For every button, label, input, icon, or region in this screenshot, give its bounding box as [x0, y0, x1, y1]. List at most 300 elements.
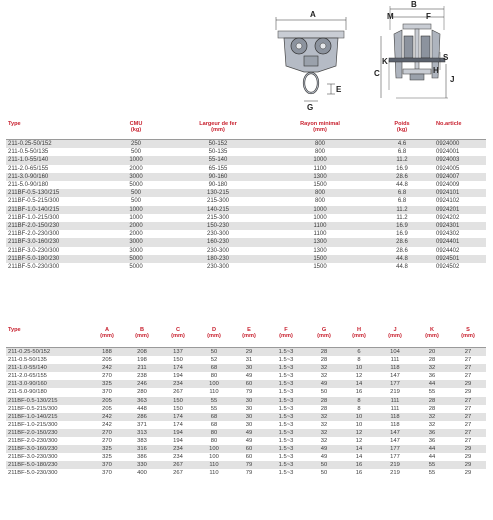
cell-type: 211-5.0-90/180 — [6, 388, 90, 396]
cell-article-number: 0924000 — [434, 140, 486, 148]
cell-type: 211BF-3.0-230/300 — [6, 453, 90, 461]
cell-dimension-k: 44 — [414, 453, 450, 461]
cell-cmu: 5000 — [106, 263, 166, 271]
table-row — [6, 372, 486, 380]
cell-dimension-f: 1.5~3 — [266, 437, 306, 445]
col-header-article-number: No.article — [436, 121, 462, 127]
cell-dimension-a: 270 — [90, 429, 124, 437]
cell-dimension-f: 1.5~3 — [266, 413, 306, 421]
cell-dimension-e: 49 — [232, 429, 266, 437]
cell-dimension-g: 28 — [306, 348, 342, 356]
table-row — [6, 429, 486, 437]
cell-dimension-e: 79 — [232, 388, 266, 396]
cell-cmu: 2000 — [106, 222, 166, 230]
col-header-j: J (mm) — [388, 327, 402, 340]
cell-cmu: 500 — [106, 189, 166, 197]
cell-article-number: 0924101 — [434, 189, 486, 197]
cell-article-number: 0924202 — [434, 214, 486, 222]
cell-dimension-d: 110 — [196, 388, 232, 396]
cell-dimension-a: 325 — [90, 453, 124, 461]
cell-dimension-k: 32 — [414, 364, 450, 372]
cell-cmu: 1000 — [106, 214, 166, 222]
col-header-h: H (mm) — [352, 327, 366, 340]
cell-article-number: 0924201 — [434, 206, 486, 214]
cell-dimension-f: 1.5~3 — [266, 356, 306, 364]
cell-dimension-f: 1.5~3 — [266, 421, 306, 429]
cell-dimension-e: 30 — [232, 364, 266, 372]
side-view-drawing — [276, 10, 346, 112]
cell-dimension-c: 194 — [160, 372, 196, 380]
cell-type: 211BF-0.5-130/215 — [6, 189, 106, 197]
cell-dimension-c: 234 — [160, 380, 196, 388]
cell-min-radius: 1100 — [270, 165, 370, 173]
cell-dimension-d: 80 — [196, 372, 232, 380]
cell-cmu: 3000 — [106, 247, 166, 255]
cell-dimension-s: 29 — [450, 445, 486, 453]
front-view-drawing — [374, 0, 454, 98]
cell-type: 211BF-0.5-215/300 — [6, 405, 90, 413]
cell-dimension-k: 44 — [414, 380, 450, 388]
cell-dimension-s: 29 — [450, 380, 486, 388]
cell-dimension-s: 27 — [450, 372, 486, 380]
cell-dimension-h: 12 — [342, 372, 376, 380]
cell-type: 211-2.0-65/155 — [6, 372, 90, 380]
cell-dimension-j: 147 — [376, 429, 414, 437]
cell-dimension-e: 60 — [232, 380, 266, 388]
cell-dimension-g: 32 — [306, 437, 342, 445]
cell-type: 211BF-3.0-230/300 — [6, 247, 106, 255]
table-row — [6, 238, 486, 246]
cell-dimension-s: 27 — [450, 364, 486, 372]
cell-dimension-j: 111 — [376, 397, 414, 405]
cell-dimension-e: 79 — [232, 461, 266, 469]
table-row — [6, 189, 486, 197]
dim-label-h: H — [433, 66, 439, 75]
cell-dimension-b: 330 — [124, 461, 160, 469]
capacity-table — [6, 121, 486, 271]
cell-dimension-d: 80 — [196, 437, 232, 445]
cell-dimension-h: 16 — [342, 388, 376, 396]
cell-dimension-b: 286 — [124, 413, 160, 421]
dim-label-c: C — [374, 69, 380, 78]
cell-min-radius: 1000 — [270, 156, 370, 164]
cell-dimension-e: 60 — [232, 453, 266, 461]
cell-dimension-b: 383 — [124, 437, 160, 445]
cell-dimension-c: 174 — [160, 364, 196, 372]
cell-dimension-g: 50 — [306, 469, 342, 477]
cell-dimension-c: 137 — [160, 348, 196, 356]
cell-min-radius: 800 — [270, 197, 370, 205]
cell-dimension-k: 20 — [414, 348, 450, 356]
cell-flange-width: 230-300 — [166, 263, 270, 271]
cell-dimension-d: 68 — [196, 421, 232, 429]
table-row — [6, 421, 486, 429]
cell-flange-width: 140-215 — [166, 206, 270, 214]
cell-article-number: 0924003 — [434, 156, 486, 164]
cell-dimension-a: 270 — [90, 372, 124, 380]
cell-article-number: 0924102 — [434, 197, 486, 205]
cell-dimension-f: 1.5~3 — [266, 380, 306, 388]
table-row — [6, 206, 486, 214]
cell-type: 211-0.25-50/152 — [6, 348, 90, 356]
cell-cmu: 2000 — [106, 230, 166, 238]
col-header-weight: Poids (kg) — [394, 121, 410, 134]
cell-type: 211BF-3.0-160/230 — [6, 445, 90, 453]
trolley-technical-drawing — [0, 0, 493, 112]
cell-flange-width: 50-152 — [166, 140, 270, 148]
cell-dimension-h: 8 — [342, 356, 376, 364]
table-row — [6, 364, 486, 372]
cell-flange-width: 90-180 — [166, 181, 270, 189]
cell-flange-width: 215-300 — [166, 214, 270, 222]
cell-dimension-e: 29 — [232, 348, 266, 356]
cell-dimension-s: 27 — [450, 397, 486, 405]
cell-dimension-s: 27 — [450, 413, 486, 421]
cell-flange-width: 50-135 — [166, 148, 270, 156]
cell-type: 211-1.0-55/140 — [6, 364, 90, 372]
cell-dimension-c: 267 — [160, 469, 196, 477]
cell-dimension-j: 118 — [376, 421, 414, 429]
cell-dimension-k: 32 — [414, 421, 450, 429]
cell-min-radius: 1500 — [270, 181, 370, 189]
col-header-min-radius: Rayon minimal (mm) — [300, 121, 340, 134]
cell-dimension-b: 316 — [124, 445, 160, 453]
cell-weight: 6.8 — [370, 148, 434, 156]
cell-dimension-s: 29 — [450, 453, 486, 461]
dim-label-e: E — [336, 85, 342, 94]
cell-dimension-a: 370 — [90, 469, 124, 477]
table-row — [6, 222, 486, 230]
col-header-g: G (mm) — [317, 327, 331, 340]
table-row — [6, 148, 486, 156]
cell-dimension-k: 36 — [414, 429, 450, 437]
cell-weight: 6.8 — [370, 197, 434, 205]
cell-dimension-d: 100 — [196, 380, 232, 388]
table-row — [6, 388, 486, 396]
cell-dimension-j: 111 — [376, 405, 414, 413]
cell-dimension-b: 280 — [124, 388, 160, 396]
col-header-f: F (mm) — [279, 327, 293, 340]
cell-dimension-e: 79 — [232, 469, 266, 477]
cell-dimension-g: 32 — [306, 421, 342, 429]
table-row — [6, 255, 486, 263]
table-row — [6, 380, 486, 388]
cell-weight: 16.9 — [370, 165, 434, 173]
cell-weight: 16.9 — [370, 222, 434, 230]
cell-dimension-g: 28 — [306, 405, 342, 413]
cell-min-radius: 1100 — [270, 230, 370, 238]
cell-dimension-d: 55 — [196, 405, 232, 413]
cell-dimension-g: 28 — [306, 356, 342, 364]
cell-min-radius: 1500 — [270, 263, 370, 271]
table-row — [6, 445, 486, 453]
cell-cmu: 1000 — [106, 206, 166, 214]
col-header-type: Type — [8, 327, 21, 333]
cell-weight: 16.9 — [370, 230, 434, 238]
col-header-a: A (mm) — [100, 327, 114, 340]
cell-weight: 28.6 — [370, 173, 434, 181]
cell-dimension-h: 12 — [342, 437, 376, 445]
cell-article-number: 0924009 — [434, 181, 486, 189]
cell-dimension-b: 386 — [124, 453, 160, 461]
cell-type: 211BF-0.5-215/300 — [6, 197, 106, 205]
cell-dimension-g: 49 — [306, 380, 342, 388]
cell-weight: 11.2 — [370, 206, 434, 214]
cell-dimension-e: 30 — [232, 397, 266, 405]
cell-dimension-c: 194 — [160, 437, 196, 445]
cell-dimension-a: 370 — [90, 461, 124, 469]
cell-dimension-s: 27 — [450, 356, 486, 364]
cell-dimension-g: 32 — [306, 372, 342, 380]
cell-weight: 11.2 — [370, 156, 434, 164]
cell-dimension-e: 31 — [232, 356, 266, 364]
cell-dimension-h: 10 — [342, 421, 376, 429]
cell-dimension-j: 177 — [376, 445, 414, 453]
table-row — [6, 437, 486, 445]
cell-type: 211-2.0-65/155 — [6, 165, 106, 173]
table-row — [6, 461, 486, 469]
cell-cmu: 3000 — [106, 238, 166, 246]
cell-dimension-f: 1.5~3 — [266, 429, 306, 437]
cell-flange-width: 130-215 — [166, 189, 270, 197]
table-row — [6, 230, 486, 238]
cell-flange-width: 180-230 — [166, 255, 270, 263]
cell-dimension-b: 198 — [124, 356, 160, 364]
cell-dimension-a: 325 — [90, 380, 124, 388]
cell-cmu: 5000 — [106, 255, 166, 263]
cell-dimension-b: 448 — [124, 405, 160, 413]
cell-dimension-d: 100 — [196, 453, 232, 461]
table-row — [6, 263, 486, 271]
cell-dimension-j: 219 — [376, 388, 414, 396]
cell-flange-width: 150-230 — [166, 222, 270, 230]
cell-dimension-s: 29 — [450, 461, 486, 469]
cell-dimension-h: 12 — [342, 429, 376, 437]
cell-min-radius: 1000 — [270, 206, 370, 214]
cell-dimension-c: 174 — [160, 413, 196, 421]
col-header-k: K (mm) — [425, 327, 439, 340]
dim-label-b: B — [411, 0, 417, 9]
dim-label-f: F — [426, 12, 431, 21]
cell-dimension-b: 208 — [124, 348, 160, 356]
cell-dimension-s: 27 — [450, 437, 486, 445]
cell-type: 211-0.25-50/152 — [6, 140, 106, 148]
cell-cmu: 3000 — [106, 173, 166, 181]
table-row — [6, 397, 486, 405]
cell-dimension-a: 205 — [90, 356, 124, 364]
cell-dimension-a: 242 — [90, 421, 124, 429]
dim-label-m: M — [387, 12, 394, 21]
cell-dimension-j: 147 — [376, 437, 414, 445]
table-row — [6, 469, 486, 477]
cell-dimension-j: 219 — [376, 461, 414, 469]
cell-dimension-h: 16 — [342, 461, 376, 469]
cell-dimension-g: 50 — [306, 461, 342, 469]
cell-dimension-c: 267 — [160, 388, 196, 396]
cell-dimension-a: 242 — [90, 364, 124, 372]
table-row — [6, 348, 486, 356]
cell-article-number: 0924001 — [434, 148, 486, 156]
cell-dimension-h: 10 — [342, 413, 376, 421]
cell-min-radius: 1100 — [270, 222, 370, 230]
col-header-type: Type — [8, 121, 21, 127]
cell-dimension-f: 1.5~3 — [266, 388, 306, 396]
cell-dimension-g: 49 — [306, 445, 342, 453]
cell-min-radius: 800 — [270, 148, 370, 156]
cell-dimension-k: 44 — [414, 445, 450, 453]
cell-flange-width: 160-230 — [166, 238, 270, 246]
cell-type: 211BF-5.0-180/230 — [6, 255, 106, 263]
cell-weight: 44.8 — [370, 181, 434, 189]
cell-dimension-d: 68 — [196, 364, 232, 372]
cell-cmu: 500 — [106, 148, 166, 156]
cell-dimension-b: 371 — [124, 421, 160, 429]
cell-dimension-f: 1.5~3 — [266, 469, 306, 477]
cell-type: 211-0.5-50/135 — [6, 356, 90, 364]
cell-dimension-f: 1.5~3 — [266, 348, 306, 356]
cell-min-radius: 1000 — [270, 214, 370, 222]
cell-dimension-b: 400 — [124, 469, 160, 477]
cell-dimension-a: 205 — [90, 405, 124, 413]
table-row — [6, 356, 486, 364]
cell-article-number: 0924301 — [434, 222, 486, 230]
table-row — [6, 247, 486, 255]
cell-dimension-d: 100 — [196, 445, 232, 453]
col-header-cmu: CMU (kg) — [129, 121, 143, 134]
cell-flange-width: 65-155 — [166, 165, 270, 173]
cell-dimension-c: 174 — [160, 421, 196, 429]
cell-dimension-j: 177 — [376, 453, 414, 461]
cell-dimension-b: 313 — [124, 429, 160, 437]
cell-dimension-s: 29 — [450, 469, 486, 477]
table1-body — [6, 140, 486, 271]
cell-dimension-f: 1.5~3 — [266, 453, 306, 461]
cell-weight: 28.6 — [370, 247, 434, 255]
cell-flange-width: 215-300 — [166, 197, 270, 205]
cell-dimension-c: 234 — [160, 453, 196, 461]
cell-min-radius: 1300 — [270, 173, 370, 181]
cell-dimension-c: 267 — [160, 461, 196, 469]
table2-body — [6, 348, 486, 478]
cell-dimension-j: 111 — [376, 356, 414, 364]
cell-dimension-g: 50 — [306, 388, 342, 396]
col-header-b: B (mm) — [135, 327, 149, 340]
cell-dimension-h: 14 — [342, 380, 376, 388]
cell-dimension-h: 16 — [342, 469, 376, 477]
table2-header-row — [6, 327, 486, 348]
cell-dimension-e: 30 — [232, 421, 266, 429]
cell-type: 211BF-3.0-160/230 — [6, 238, 106, 246]
table1-header-row — [6, 121, 486, 140]
cell-type: 211BF-2.0-150/230 — [6, 222, 106, 230]
cell-dimension-e: 30 — [232, 405, 266, 413]
cell-dimension-k: 36 — [414, 437, 450, 445]
cell-cmu: 2000 — [106, 165, 166, 173]
table-row — [6, 140, 486, 148]
cell-flange-width: 90-160 — [166, 173, 270, 181]
cell-weight: 44.8 — [370, 263, 434, 271]
table-row — [6, 197, 486, 205]
cell-cmu: 5000 — [106, 181, 166, 189]
cell-type: 211BF-1.0-140/215 — [6, 413, 90, 421]
cell-dimension-f: 1.5~3 — [266, 461, 306, 469]
dim-label-j: J — [450, 75, 455, 84]
cell-dimension-d: 68 — [196, 413, 232, 421]
cell-dimension-k: 28 — [414, 397, 450, 405]
cell-dimension-j: 177 — [376, 380, 414, 388]
cell-dimension-a: 242 — [90, 413, 124, 421]
cell-dimension-k: 28 — [414, 405, 450, 413]
cell-dimension-g: 28 — [306, 397, 342, 405]
cell-dimension-j: 219 — [376, 469, 414, 477]
cell-cmu: 1000 — [106, 156, 166, 164]
cell-weight: 6.8 — [370, 189, 434, 197]
cell-flange-width: 230-300 — [166, 230, 270, 238]
cell-type: 211BF-1.0-215/300 — [6, 214, 106, 222]
cell-type: 211BF-5.0-180/230 — [6, 461, 90, 469]
col-header-d: D (mm) — [207, 327, 221, 340]
cell-type: 211-1.0-55/140 — [6, 156, 106, 164]
cell-dimension-d: 110 — [196, 461, 232, 469]
cell-dimension-c: 150 — [160, 405, 196, 413]
cell-dimension-k: 55 — [414, 461, 450, 469]
cell-dimension-k: 36 — [414, 372, 450, 380]
table-row — [6, 165, 486, 173]
cell-dimension-j: 104 — [376, 348, 414, 356]
cell-dimension-a: 188 — [90, 348, 124, 356]
dim-label-a: A — [310, 10, 316, 19]
cell-dimension-e: 30 — [232, 413, 266, 421]
cell-dimension-f: 1.5~3 — [266, 405, 306, 413]
cell-dimension-c: 194 — [160, 429, 196, 437]
cell-dimension-b: 238 — [124, 372, 160, 380]
cell-dimension-j: 118 — [376, 364, 414, 372]
cell-dimension-s: 27 — [450, 405, 486, 413]
cell-article-number: 0924501 — [434, 255, 486, 263]
cell-article-number: 0924502 — [434, 263, 486, 271]
cell-dimension-a: 325 — [90, 445, 124, 453]
cell-article-number: 0924401 — [434, 238, 486, 246]
cell-dimension-b: 363 — [124, 397, 160, 405]
cell-type: 211BF-0.5-130/215 — [6, 397, 90, 405]
table-row — [6, 405, 486, 413]
cell-dimension-c: 150 — [160, 356, 196, 364]
cell-article-number: 0924302 — [434, 230, 486, 238]
cell-dimension-s: 27 — [450, 421, 486, 429]
cell-dimension-h: 10 — [342, 364, 376, 372]
cell-dimension-k: 55 — [414, 469, 450, 477]
cell-type: 211BF-5.0-230/300 — [6, 263, 106, 271]
cell-dimension-g: 32 — [306, 429, 342, 437]
table-row — [6, 156, 486, 164]
cell-dimension-h: 8 — [342, 397, 376, 405]
cell-dimension-f: 1.5~3 — [266, 372, 306, 380]
cell-dimension-d: 110 — [196, 469, 232, 477]
cell-dimension-s: 27 — [450, 429, 486, 437]
cell-type: 211-3.0-90/160 — [6, 173, 106, 181]
cell-dimension-f: 1.5~3 — [266, 397, 306, 405]
cell-weight: 44.8 — [370, 255, 434, 263]
cell-weight: 4.6 — [370, 140, 434, 148]
cell-type: 211-5.0-90/180 — [6, 181, 106, 189]
dimensions-table — [6, 327, 486, 478]
dim-label-k: K — [382, 57, 388, 66]
cell-article-number: 0924402 — [434, 247, 486, 255]
cell-min-radius: 800 — [270, 140, 370, 148]
cell-dimension-d: 55 — [196, 397, 232, 405]
cell-dimension-b: 211 — [124, 364, 160, 372]
cell-dimension-g: 32 — [306, 413, 342, 421]
